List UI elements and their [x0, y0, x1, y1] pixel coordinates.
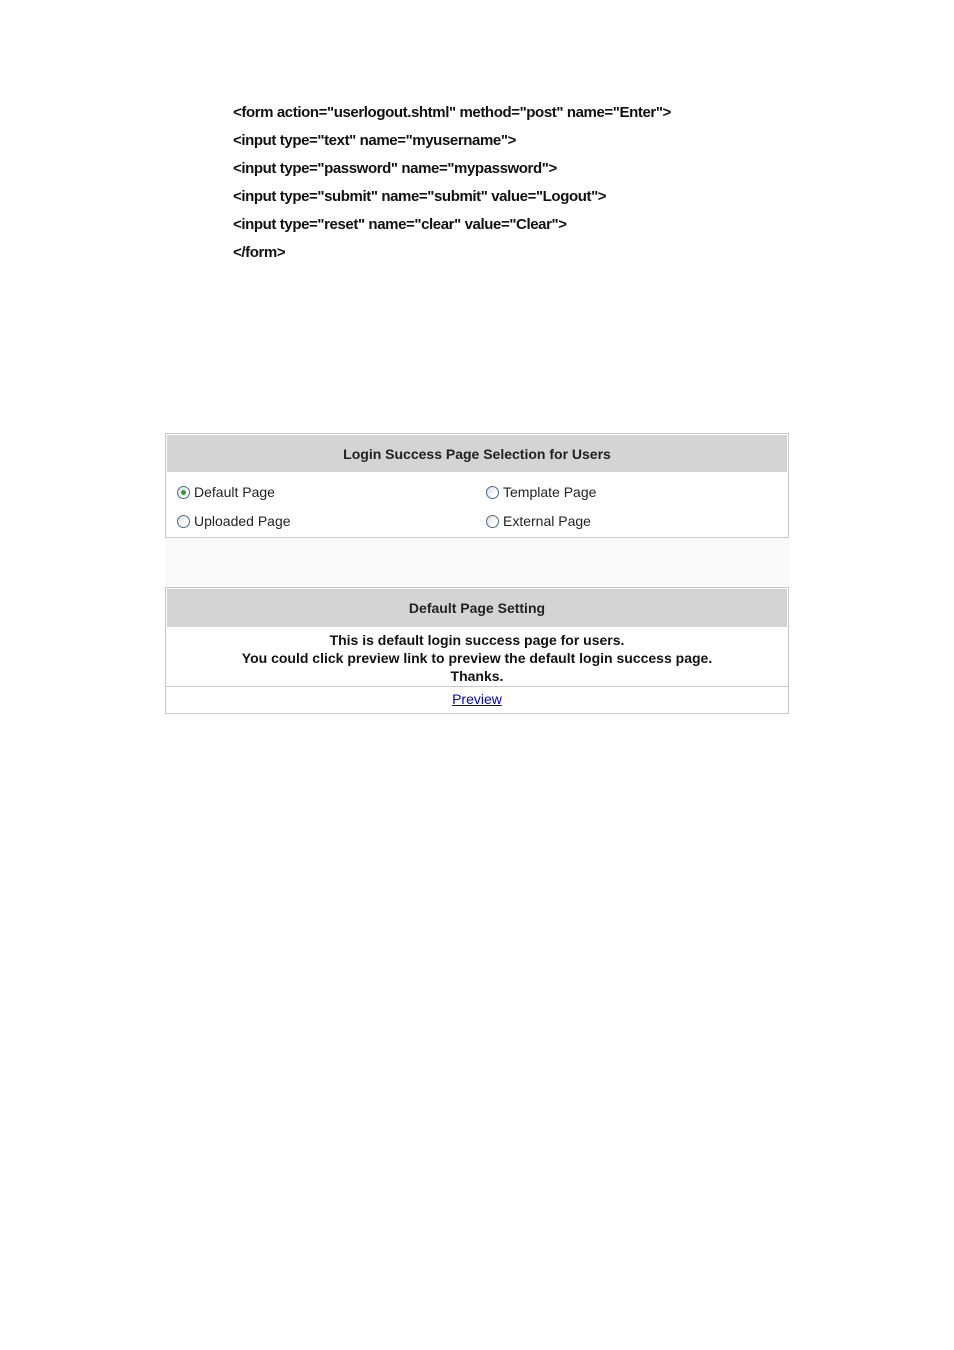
code-line-input-reset: <input type="reset" name="clear" value="Clear">	[233, 216, 567, 233]
radio-checked-icon[interactable]	[177, 486, 190, 499]
radio-external-page[interactable]	[486, 513, 591, 529]
radio-label-default-page: Default Page	[194, 484, 275, 500]
preview-row	[166, 687, 788, 711]
default-page-setting-panel	[165, 587, 789, 714]
radio-unchecked-icon[interactable]	[486, 486, 499, 499]
page-type-radio-group	[166, 473, 788, 537]
radio-template-page[interactable]	[486, 484, 596, 500]
radio-default-page[interactable]	[177, 484, 275, 500]
setting-panel-title: Default Page Setting	[166, 588, 788, 628]
radio-uploaded-page[interactable]	[177, 513, 291, 529]
radio-label-uploaded-page: Uploaded Page	[194, 513, 291, 529]
description-line: This is default login success page for users.	[329, 632, 625, 648]
radio-label-template-page: Template Page	[503, 484, 597, 500]
html-code-snippet	[233, 102, 833, 270]
description-line: You could click preview link to preview the default login success page.	[241, 650, 713, 666]
description-line: Thanks.	[450, 668, 504, 684]
preview-link[interactable]: Preview	[452, 691, 502, 707]
selection-panel-title: Login Success Page Selection for Users	[166, 434, 788, 473]
code-line-form-close: </form>	[233, 244, 286, 261]
setting-description	[166, 628, 788, 687]
radio-label-external-page: External Page	[503, 513, 591, 529]
login-success-selection-panel	[165, 433, 789, 538]
code-line-input-password: <input type="password" name="mypassword">	[233, 160, 557, 177]
radio-unchecked-icon[interactable]	[486, 515, 499, 528]
code-line-input-username: <input type="text" name="myusername">	[233, 132, 516, 149]
code-line-form-open: <form action="userlogout.shtml" method="post" name="Enter">	[233, 104, 671, 121]
panel-spacer	[165, 538, 789, 586]
radio-unchecked-icon[interactable]	[177, 515, 190, 528]
code-line-input-submit: <input type="submit" name="submit" value="Logout">	[233, 188, 607, 205]
